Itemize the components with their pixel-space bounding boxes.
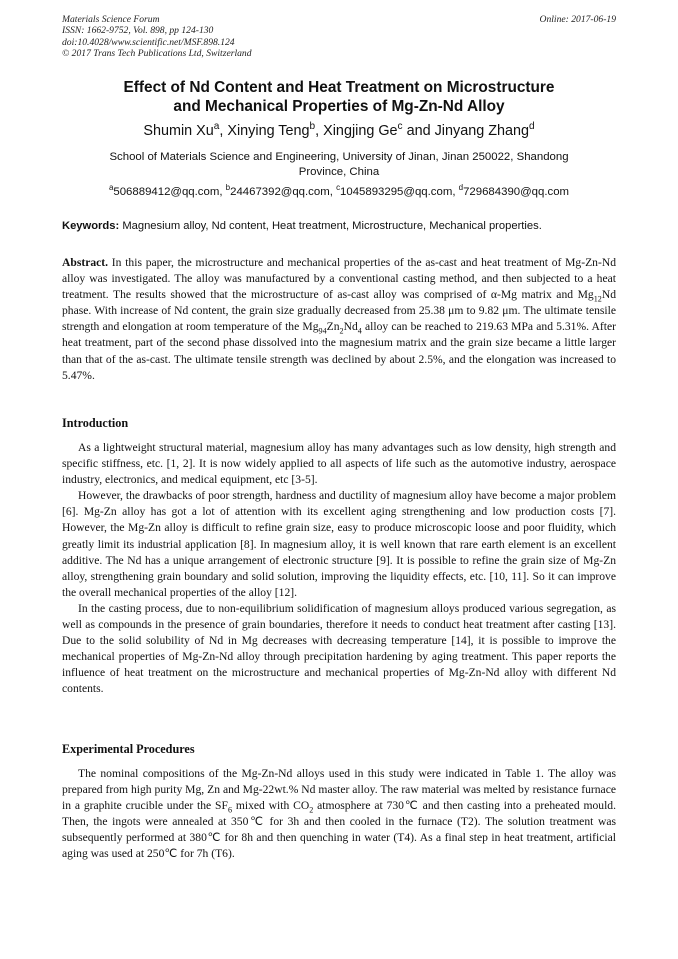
abstract-text: Nd phase. With increase of Nd content, the grain size gradually decreased from 25.38 μm to 9.82 μm. The ultimate tensile strength and elongation at room temperature of the Mg xyxy=(62,288,616,334)
abstract-label: Abstract. xyxy=(62,256,109,269)
paper-title xyxy=(40,78,638,117)
paragraph-text: mixed with CO xyxy=(232,799,310,813)
abstract-text: In this paper, the microstructure and mechanical properties of the as-cast and heat treatment of Mg-Zn-Nd alloy was investigated. The alloy was manufactured by a conventional casting method, and then subjected to a heat treatment. The results showed that the microstructure of as-cast alloy was comprised of α-Mg matrix and Mg xyxy=(62,256,616,302)
keywords xyxy=(62,219,616,234)
paragraph: As a lightweight structural material, magnesium alloy has many advantages such as low density, high strength and specific stiffness, etc. [1, 2]. It is now widely applied to all aspects of life such as the automotive industry, aerospace industry, electronics, and medical equipment, etc [3-5]. xyxy=(62,441,616,487)
author-name: Xingjing Ge xyxy=(323,123,398,139)
affiliation xyxy=(70,150,608,180)
author-sup: c xyxy=(397,121,403,133)
author-name: Jinyang Zhang xyxy=(434,123,530,139)
author-sup: d xyxy=(529,121,535,133)
subscript: 4 xyxy=(357,326,362,336)
paragraph xyxy=(62,766,616,863)
email-address[interactable]: 1045893295@qq.com xyxy=(340,186,453,198)
email-sup: a xyxy=(108,183,114,193)
introduction-heading: Introduction xyxy=(62,416,129,430)
doi-line: doi:10.4028/www.scientific.net/MSF.898.124 xyxy=(62,36,235,48)
email-sup: c xyxy=(336,183,341,193)
paragraph: However, the drawbacks of poor strength, hardness and ductility of magnesium alloy have become a major problem [6]. Mg-Zn alloy has got a lot of attention with its excellent aging strengthening and low production costs [7]. However, the Mg-Zn alloy is difficult to refine grain size, easy to produce microscopic loose and poor fluidity, which greatly limit its industrial application [8]. In magnesium alloy, it is well known that rare earth element is an excellent additive. The Nd has a unique arrangement of electronic structure [9]. It is possible to refine the grain size of Mg-Zn alloy, strengthening grain boundary and solid solution, improving the liquidity effects, etc. [10, 11]. So it can improve the overall mechanical properties of the alloy [12]. xyxy=(62,489,616,599)
keywords-label: Keywords: xyxy=(62,220,120,232)
introduction-body xyxy=(62,440,616,698)
abstract-text: Zn xyxy=(326,320,340,334)
author-sup: a xyxy=(213,121,220,133)
experimental-body xyxy=(62,766,616,863)
paragraph-text: The nominal compositions of the Mg-Zn-Nd alloys used in this study were indicated in Table 1. The alloy was prepared from high purity Mg, Zn and Mg-22wt.% Nd master alloy. The raw material was melted by resistance furnace in a graphite crucible under the SF xyxy=(62,767,616,813)
author-name: Xinying Teng xyxy=(227,123,310,139)
journal-header xyxy=(62,14,252,60)
email-list: $^a$506889412@qq.com, $^b$24467392@qq.com, $^c$1045893295@qq.com, $^d$729684390@qq.com xyxy=(108,183,570,198)
email-address[interactable]: 24467392@qq.com xyxy=(230,186,330,198)
journal-name: Materials Science Forum xyxy=(62,14,160,25)
keywords-text: Magnesium alloy, Nd content, Heat treatment, Microstructure, Mechanical properties. xyxy=(122,220,542,232)
author-list: Shumin Xu$^a$, Xinying Teng$^b$, Xingjing Ge$^c$ and Jinyang Zhang$^d$ xyxy=(143,121,535,139)
email-sup: b xyxy=(225,183,231,193)
abstract-text: Nd xyxy=(343,320,358,334)
author-name: Shumin Xu xyxy=(143,123,214,139)
email-sup: d xyxy=(458,183,464,193)
abstract-text: alloy can be reached to 219.63 MPa and 5.31%. After heat treatment, part of the second phase dissolved into the magnesium matrix and the grain size became a little larger than that of the as-cast. The ultimate tensile strength was declined by about 2.5%, and the elongation was increased to 5.47%. xyxy=(62,320,616,382)
affiliation-line-2: Province, China xyxy=(298,166,380,179)
paragraph-text: atmosphere at 730℃ and then casting into a preheated mould. Then, the ingots were annealed at 350℃ for 3h and then cooled in the furnace (T2). The solution treatment was subsequently performed at 380℃ for 8h and then quenching in water (T4). As a final step in heat treatment, artificial aging was used at 250℃ for 7h (T6). xyxy=(62,799,616,861)
email-address[interactable]: 506889412@qq.com xyxy=(113,186,220,198)
online-date: Online: 2017-06-19 xyxy=(539,14,616,25)
subscript: 12 xyxy=(593,294,602,304)
paragraph: In the casting process, due to non-equilibrium solidification of magnesium alloys produced various segregation, as well as compounds in the presence of grain boundaries, therefore it needs to conduct heat treatment after casting [13]. Due to the solid solubility of Nd in Mg decreases with decreasing temperature [14], it is possible to improve the mechanical properties of Mg-Zn-Nd alloy through precipitation hardening by aging treatment. This paper reports the influence of heat treatment on the microstructure and mechanical properties of Mg-Zn-Nd alloy with different Nd contents. xyxy=(62,601,616,696)
subscript: 2 xyxy=(339,326,344,336)
title-line-1: Effect of Nd Content and Heat Treatment on Microstructure xyxy=(123,79,555,96)
title-line-2: and Mechanical Properties of Mg-Zn-Nd Alloy xyxy=(173,98,505,116)
author-sup: b xyxy=(309,121,316,133)
subscript: 94 xyxy=(318,326,327,336)
copyright-line: © 2017 Trans Tech Publications Ltd, Switzerland xyxy=(62,48,252,60)
issn-line: ISSN: 1662-9752, Vol. 898, pp 124-130 xyxy=(62,25,214,37)
email-address[interactable]: 729684390@qq.com xyxy=(463,186,570,198)
abstract xyxy=(62,255,616,384)
subscript: 6 xyxy=(227,805,232,815)
subscript: 2 xyxy=(309,805,314,815)
affiliation-line-1: School of Materials Science and Engineering, University of Jinan, Jinan 250022, Shandong xyxy=(109,151,569,163)
experimental-heading: Experimental Procedures xyxy=(62,742,195,756)
